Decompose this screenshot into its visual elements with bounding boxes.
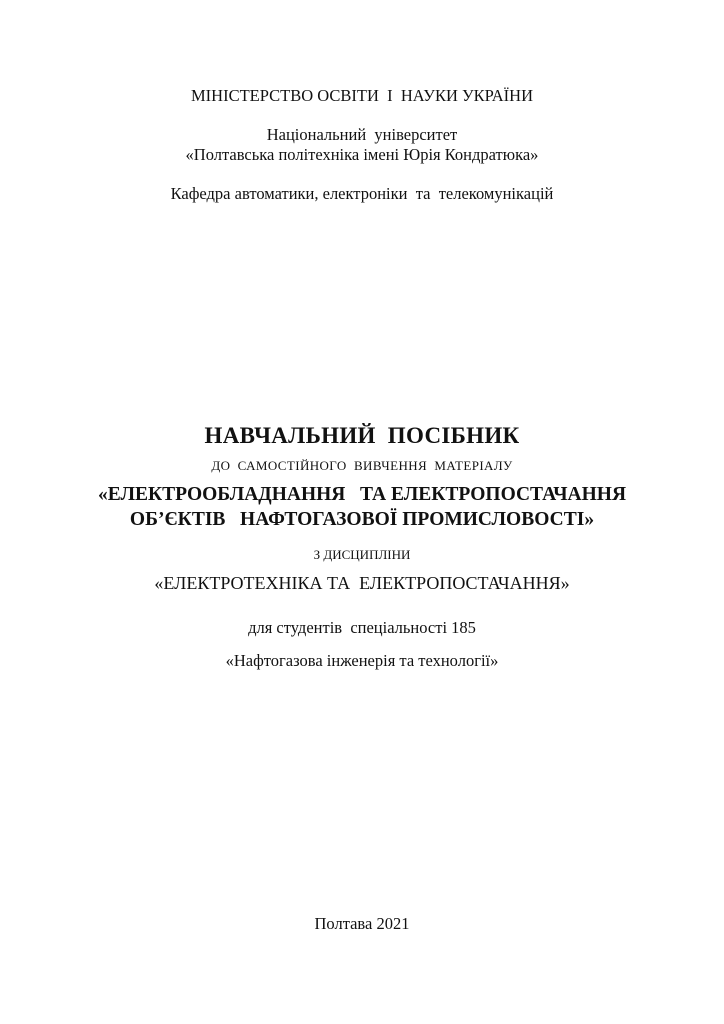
document-subtitle: ДО САМОСТІЙНОГО ВИВЧЕННЯ МАТЕРІАЛУ (211, 458, 513, 473)
city-year: Полтава 2021 (314, 914, 410, 933)
discipline-name: «ЕЛЕКТРОТЕХНІКА ТА ЕЛЕКТРОПОСТАЧАННЯ» (154, 573, 570, 593)
specialty-name: «Нафтогазова інженерія та технології» (225, 651, 499, 670)
document-title: НАВЧАЛЬНИЙ ПОСІБНИК (204, 423, 520, 448)
topic-line-1: «ЕЛЕКТРООБЛАДНАННЯ ТА ЕЛЕКТРОПОСТАЧАННЯ (97, 484, 627, 505)
discipline-label: З ДИСЦИПЛІНИ (313, 547, 411, 562)
university-name: «Полтавська політехніка імені Юрія Кондратюка» (185, 145, 539, 164)
department-name: Кафедра автоматики, електроніки та телекомунікацій (170, 184, 554, 203)
students-specialty-code: для студентів спеціальності 185 (248, 618, 476, 637)
ministry-name: МІНІСТЕРСТВО ОСВІТИ І НАУКИ УКРАЇНИ (191, 86, 533, 105)
university-type: Національний університет (266, 125, 458, 144)
topic-line-2: ОБ’ЄКТІВ НАФТОГАЗОВОЇ ПРОМИСЛОВОСТІ» (129, 509, 595, 530)
